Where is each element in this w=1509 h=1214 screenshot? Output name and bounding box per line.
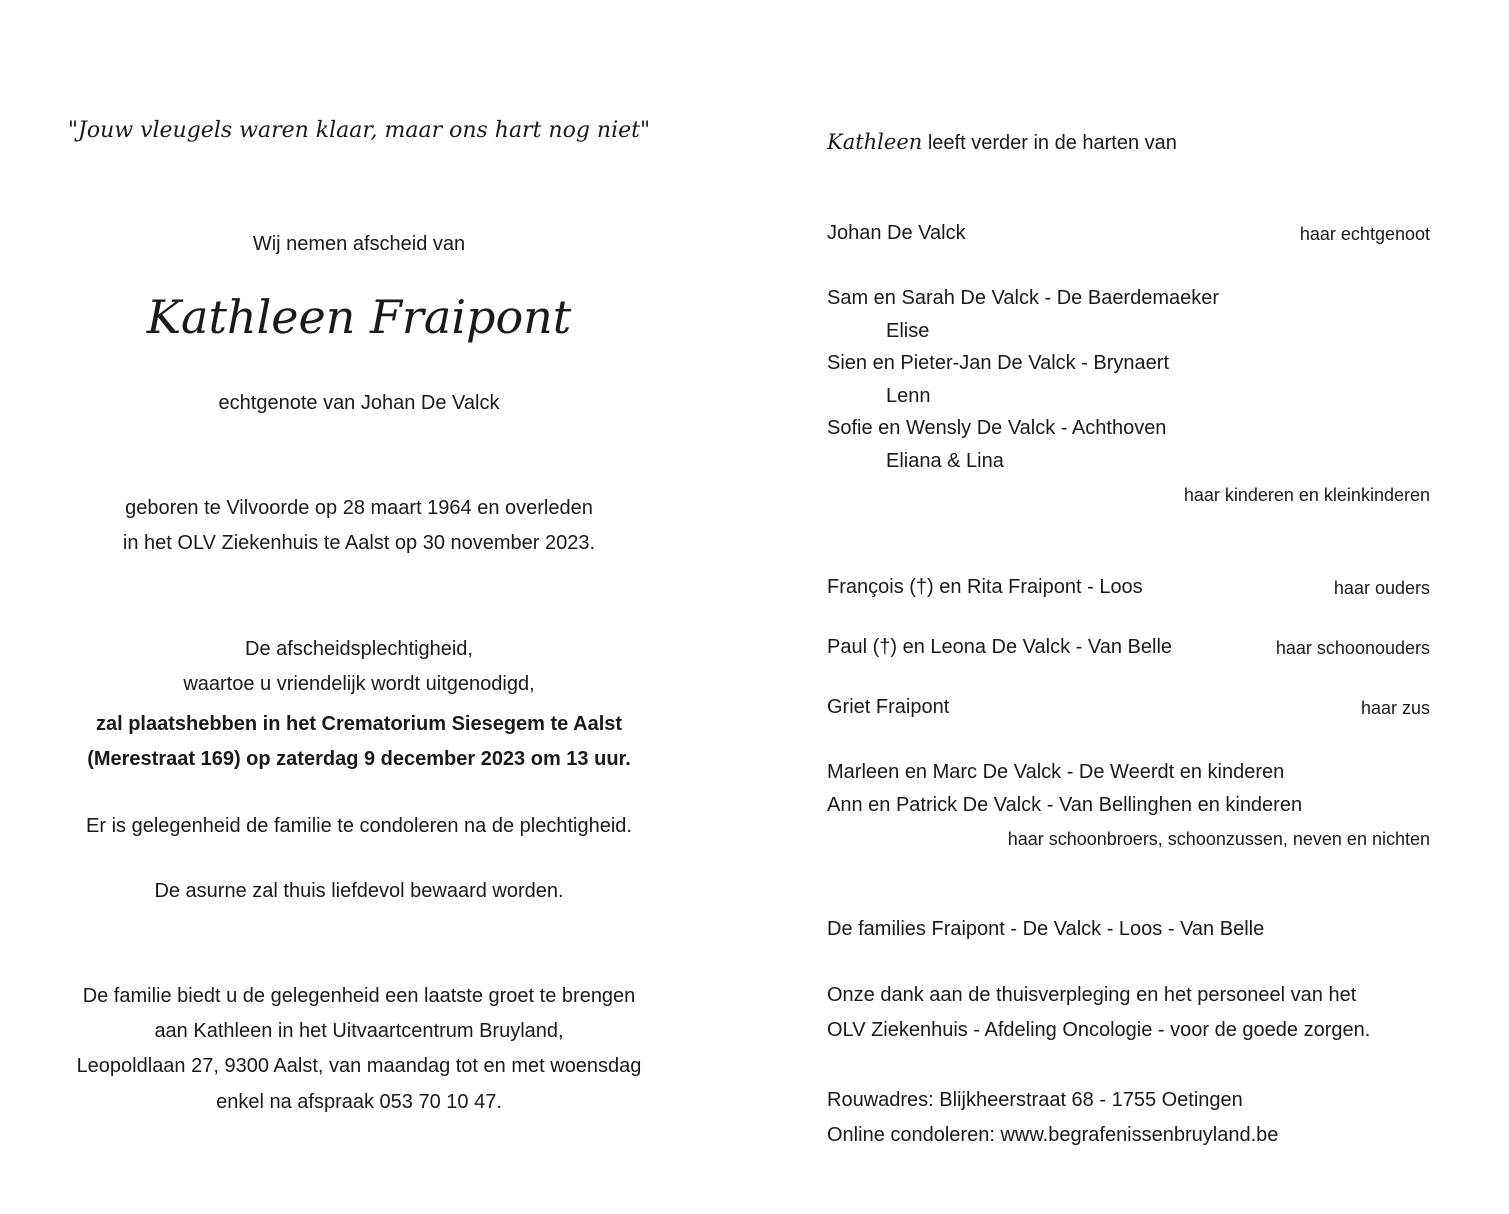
ceremony-line-2: waartoe u vriendelijk wordt uitgenodigd, <box>183 673 535 695</box>
condolence-text: Er is gelegenheid de familie te condoleren na de plechtigheid. <box>86 815 632 837</box>
heading-name: Kathleen <box>827 130 923 154</box>
intro-text: Wij nemen afscheid van <box>252 233 466 255</box>
grandchild-1: Elise <box>886 320 930 342</box>
grandchild-2: Lenn <box>886 385 931 407</box>
ceremony-bold-1: zal plaatshebben in het Crematorium Siesegem te Aalst <box>95 713 623 735</box>
siblings-label: haar schoonbroers, schoonzussen, neven en nichten <box>1007 829 1430 849</box>
thanks-line-1: Onze dank aan de thuisverpleging en het personeel van het <box>827 984 1357 1006</box>
sibling-inlaw-2: Ann en Patrick De Valck - Van Bellinghen en kinderen <box>827 794 1303 816</box>
children-label: haar kinderen en kleinkinderen <box>1183 485 1430 505</box>
family-heading <box>827 130 1177 155</box>
birth-line-2: in het OLV Ziekenhuis te Aalst op 30 november 2023. <box>122 532 596 554</box>
sister-label: haar zus <box>1360 698 1430 718</box>
urn-text: De asurne zal thuis liefdevol bewaard worden. <box>154 880 564 902</box>
grandchild-3: Eliana & Lina <box>886 450 1004 472</box>
birth-line-1: geboren te Vilvoorde op 28 maart 1964 en overleden <box>125 497 593 519</box>
inlaws-names: Paul (†) en Leona De Valck - Van Belle <box>827 636 1173 658</box>
child-3: Sofie en Wensly De Valck - Achthoven <box>827 417 1167 439</box>
ceremony-bold-2: (Merestraat 169) op zaterdag 9 december 2023 om 13 uur. <box>87 748 631 770</box>
visit-line-2: aan Kathleen in het Uitvaartcentrum Bruyland, <box>154 1020 564 1042</box>
parents-label: haar ouders <box>1333 578 1430 598</box>
visit-line-1: De familie biedt u de gelegenheid een laatste groet te brengen <box>82 985 636 1007</box>
visit-line-3: Leopoldlaan 27, 9300 Aalst, van maandag tot en met woensdag <box>76 1055 642 1077</box>
ceremony-line-1: De afscheidsplechtigheid, <box>245 638 473 660</box>
inlaws-label: haar schoonouders <box>1275 638 1430 658</box>
deceased-name: Kathleen Fraipont <box>146 290 572 344</box>
parents-names: François (†) en Rita Fraipont - Loos <box>827 576 1143 598</box>
sister-name: Griet Fraipont <box>827 696 950 718</box>
quote: "Jouw vleugels waren klaar, maar ons hart nog niet" <box>67 118 651 143</box>
visit-line-4: enkel na afspraak 053 70 10 47. <box>216 1091 502 1113</box>
child-1: Sam en Sarah De Valck - De Baerdemaeker <box>827 287 1220 309</box>
husband-label: haar echtgenoot <box>1299 224 1430 244</box>
thanks-line-2: OLV Ziekenhuis - Afdeling Oncologie - voor de goede zorgen. <box>827 1019 1371 1041</box>
spouse-line: echtgenote van Johan De Valck <box>218 392 500 414</box>
online-condolence: Online condoleren: www.begrafenissenbruyland.be <box>827 1124 1279 1146</box>
husband-name: Johan De Valck <box>827 222 966 244</box>
families-line: De families Fraipont - De Valck - Loos - Van Belle <box>827 918 1265 940</box>
child-2: Sien en Pieter-Jan De Valck - Brynaert <box>827 352 1170 374</box>
sibling-inlaw-1: Marleen en Marc De Valck - De Weerdt en kinderen <box>827 761 1285 783</box>
mourning-address: Rouwadres: Blijkheerstraat 68 - 1755 Oetingen <box>827 1089 1243 1111</box>
heading-text: leeft verder in de harten van <box>927 132 1177 154</box>
